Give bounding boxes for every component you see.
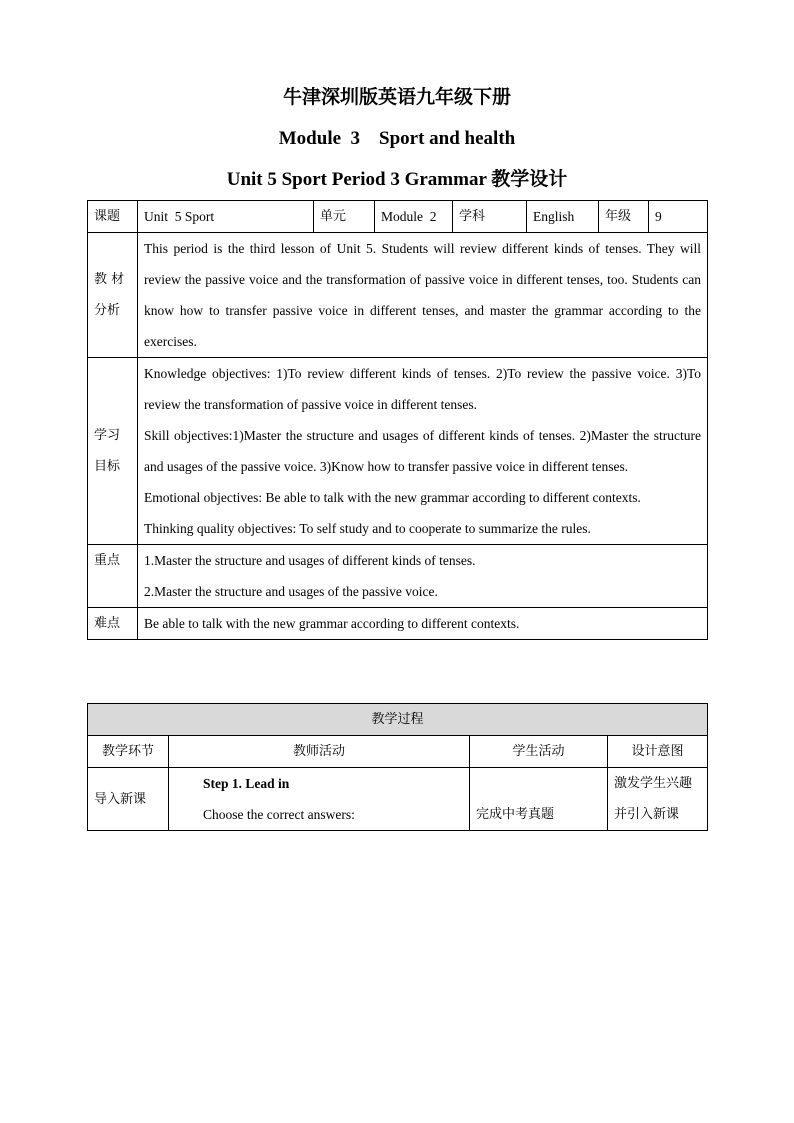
column-intent: 设计意图 — [608, 736, 708, 768]
label-analysis: 教 材 分析 — [88, 233, 138, 358]
unit-value: Module 2 — [375, 201, 453, 233]
key-point-2: 2.Master the structure and usages of the passive voice. — [144, 584, 438, 599]
grade-value: 9 — [649, 201, 708, 233]
teacher-cell — [169, 768, 470, 831]
difficulties-text: Be able to talk with the new grammar according to different contexts. — [138, 608, 708, 640]
column-student: 学生活动 — [470, 736, 608, 768]
objectives-cell — [138, 358, 708, 545]
info-row-analysis — [88, 233, 708, 358]
subject-value: English — [527, 201, 599, 233]
objective-thinking: Thinking quality objectives: To self study and to cooperate to summarize the rules. — [144, 521, 591, 536]
info-row-basic — [88, 201, 708, 233]
document-title: 牛津深圳版英语九年级下册 — [282, 86, 511, 108]
unit-title: Unit 5 Sport Period 3 Grammar 教学设计 — [226, 169, 568, 190]
objective-knowledge: Knowledge objectives: 1)To review different kinds of tenses. 2)To review the passive voice. 3)To review the transformation of passive voice in different tenses. — [144, 366, 701, 412]
lesson-info-table — [87, 200, 708, 640]
column-stage: 教学环节 — [88, 736, 169, 768]
label-difficulties: 难点 — [88, 608, 138, 640]
table-row — [88, 768, 708, 831]
objective-emotional: Emotional objectives: Be able to talk with the new grammar according to different contexts. — [144, 490, 641, 505]
label-grade: 年级 — [599, 201, 649, 233]
module-title: Module 3 Sport and health — [278, 128, 516, 149]
label-subject: 学科 — [453, 201, 527, 233]
info-row-difficulties — [88, 608, 708, 640]
label-key-points: 重点 — [88, 545, 138, 608]
student-cell — [470, 768, 608, 831]
info-row-key-points — [88, 545, 708, 608]
step-heading: Step 1. Lead in — [203, 776, 290, 791]
step-instruction: Choose the correct answers: — [203, 807, 355, 822]
info-row-objectives — [88, 358, 708, 545]
student-activity: 完成中考真题 — [476, 807, 555, 822]
topic-value: Unit 5 Sport — [138, 201, 314, 233]
analysis-text: This period is the third lesson of Unit 5. Students will review different kinds of tenses. They will review the passive voice and the transformation of passive voice in different tenses, too. Students can know how to transfer passive voice in different tenses, and master the grammar according to the exercises. — [138, 233, 708, 358]
label-unit: 单元 — [314, 201, 375, 233]
label-topic: 课题 — [88, 201, 138, 233]
teaching-process-table — [87, 703, 708, 831]
objective-skill: Skill objectives:1)Master the structure and usages of different kinds of tenses. 2)Master the structure and usages of the passive voice. 3)Know how to transfer passive voice in different tenses. — [144, 428, 701, 474]
process-header: 教学过程 — [88, 704, 708, 736]
key-points-cell — [138, 545, 708, 608]
stage-cell: 导入新课 — [88, 768, 169, 831]
intent-cell: 激发学生兴趣并引入新课 — [608, 768, 708, 831]
document-title-block — [0, 84, 794, 193]
process-header-row — [88, 704, 708, 736]
label-objectives: 学习 目标 — [88, 358, 138, 545]
column-teacher: 教师活动 — [169, 736, 470, 768]
process-columns-row — [88, 736, 708, 768]
key-point-1: 1.Master the structure and usages of different kinds of tenses. — [144, 553, 476, 568]
